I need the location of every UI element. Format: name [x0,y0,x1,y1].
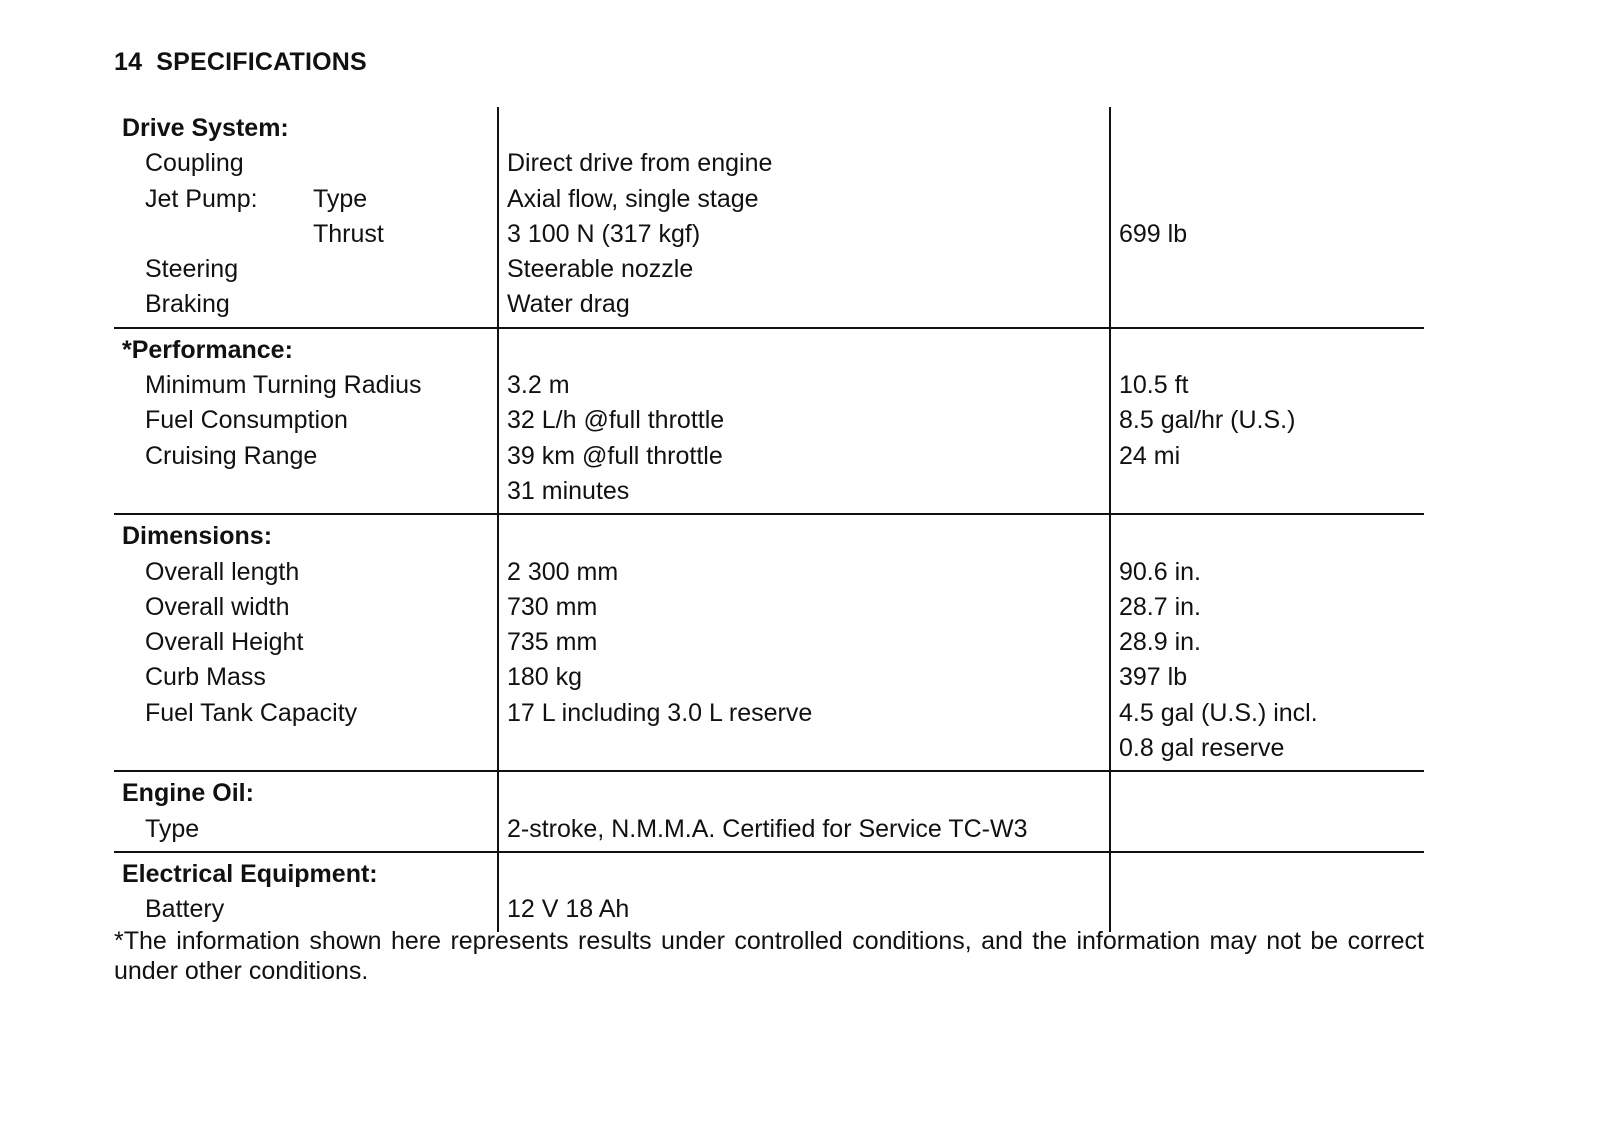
row-label: Coupling [145,149,244,178]
value-column [497,772,1109,851]
row-value: 3.2 m [507,371,570,400]
row-imperial: 4.5 gal (U.S.) incl. [1119,698,1318,727]
imperial-column [1109,515,1424,770]
row-label: Fuel Tank Capacity [145,698,358,727]
page-header [114,48,367,77]
row-imperial: 28.7 in. [1119,592,1202,621]
row-value: 180 kg [507,663,583,692]
row-label: Jet Pump: [145,184,258,213]
row-label: Overall Height [145,628,304,657]
imperial-column [1109,853,1424,932]
value-column [497,515,1109,770]
section-performance [114,329,1424,515]
row-imperial: 24 mi [1119,441,1181,470]
value-column [497,107,1109,327]
row-value: 39 km @full throttle [507,441,723,470]
row-value: 31 minutes [507,476,630,505]
row-value: Axial flow, single stage [507,184,759,213]
row-value: 12 V 18 Ah [507,895,630,924]
row-value: 3 100 N (317 kgf) [507,219,701,248]
row-value: 735 mm [507,628,598,657]
row-imperial: 699 lb [1119,219,1188,248]
section-drive-system [114,107,1424,329]
label-column [114,107,497,327]
row-sublabel: Thrust [313,219,384,248]
row-value: Direct drive from engine [507,149,773,178]
value-column [497,853,1109,932]
row-value: Steerable nozzle [507,255,694,284]
row-value: 17 L including 3.0 L reserve [507,698,813,727]
label-column [114,853,497,932]
row-label: Battery [145,895,225,924]
row-label: Minimum Turning Radius [145,371,422,400]
row-imperial: 8.5 gal/hr (U.S.) [1119,406,1296,435]
row-label: Steering [145,255,239,284]
imperial-column [1109,329,1424,513]
row-imperial: 10.5 ft [1119,371,1189,400]
section-title: *Performance: [122,335,293,364]
row-label: Cruising Range [145,441,318,470]
row-imperial: 0.8 gal reserve [1119,734,1285,763]
spec-table [114,107,1424,932]
row-value: 730 mm [507,592,598,621]
section-title: Drive System: [122,114,289,142]
page-title: SPECIFICATIONS [156,48,367,76]
section-title: Engine Oil: [122,779,254,808]
section-dimensions [114,515,1424,772]
row-value: 2 300 mm [507,557,619,586]
section-title: Electrical Equipment: [122,859,378,888]
label-column [114,329,497,513]
row-imperial: 397 lb [1119,663,1188,692]
page-number: 14 [114,48,143,76]
label-column [114,772,497,851]
row-value: 2-stroke, N.M.M.A. Certified for Service TC-W3 [507,814,1028,843]
value-column [497,329,1109,513]
row-label: Type [145,814,200,843]
row-imperial: 90.6 in. [1119,557,1202,586]
row-label: Fuel Consumption [145,406,348,435]
row-value: 32 L/h @full throttle [507,406,725,435]
section-title: Dimensions: [122,522,273,551]
section-engine-oil [114,772,1424,853]
section-electrical-equipment [114,853,1424,932]
row-label: Braking [145,290,230,319]
row-label: Overall length [145,557,300,586]
row-imperial: 28.9 in. [1119,628,1202,657]
imperial-column [1109,772,1424,851]
label-column [114,515,497,770]
imperial-column [1109,107,1424,327]
row-label: Curb Mass [145,663,266,692]
row-sublabel: Type [313,184,368,213]
footnote: *The information shown here represents results under controlled conditions, and the information may not be correct under other conditions. [114,927,1424,985]
row-label [122,182,489,217]
row-label: Overall width [145,592,290,621]
row-value: Water drag [507,290,630,319]
